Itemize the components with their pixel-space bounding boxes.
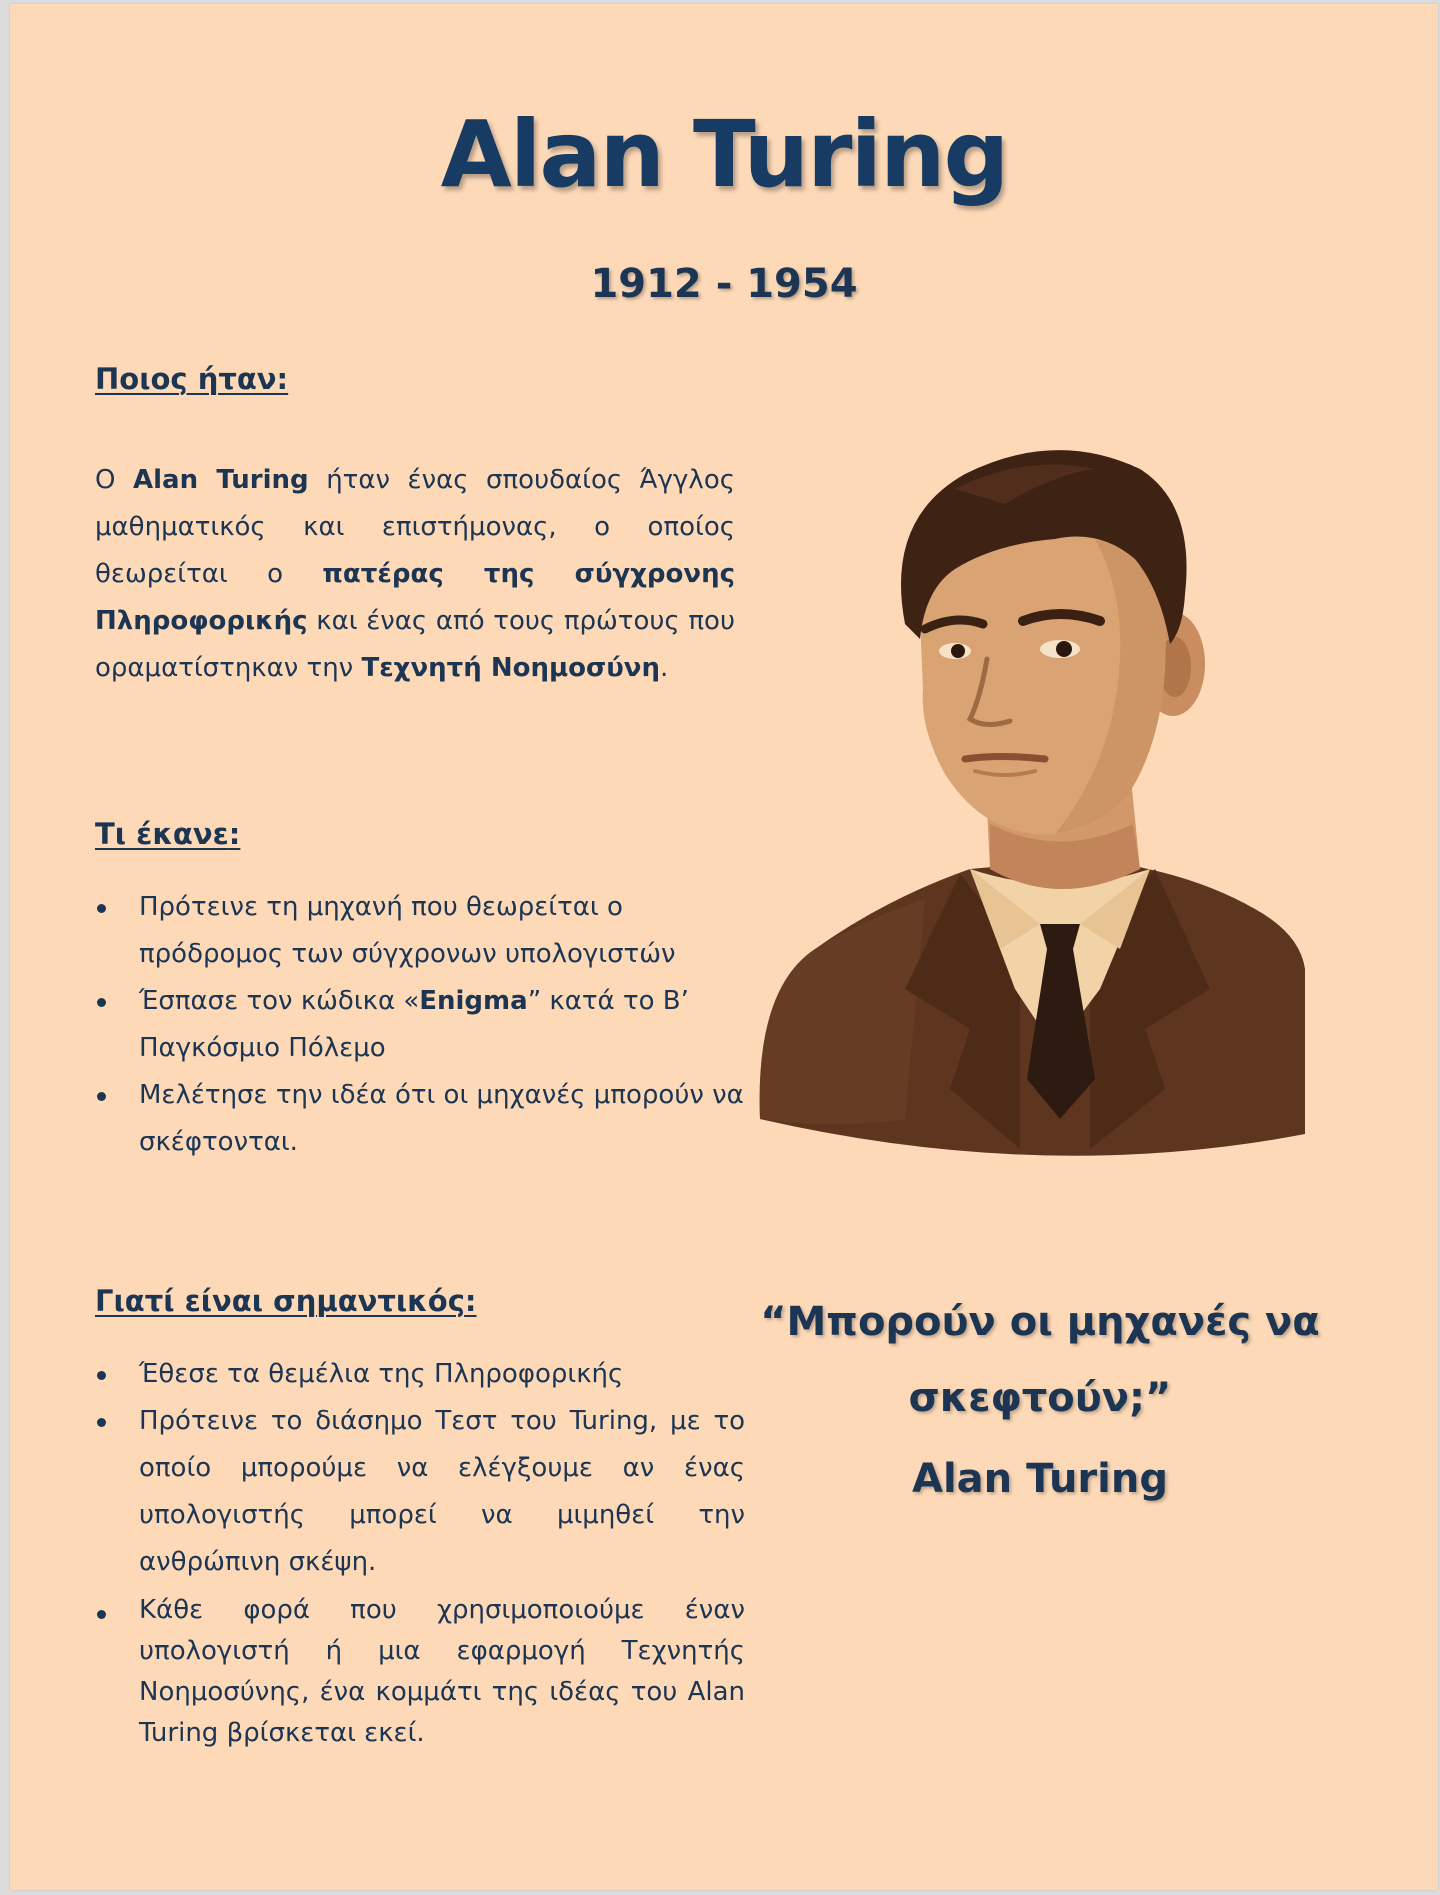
quote-text: “Μπορούν οι μηχανές να σκεφτούν;”: [760, 1299, 1320, 1421]
portrait-illustration: [755, 429, 1315, 1169]
why-heading: Γιατί είναι σημαντικός:: [95, 1284, 477, 1318]
list-item: Κάθε φορά που χρησιμοποιούμε έναν υπολογιστή ή μια εφαρμογή Τεχνητής Νοημοσύνης, ένα κομμάτι της ιδέας του Alan Turing βρίσκεται εκεί.: [95, 1590, 745, 1754]
quote-author: Alan Turing: [912, 1456, 1168, 1502]
list-item: Έθεσε τα θεμέλια της Πληροφορικής: [95, 1351, 745, 1398]
list-item: Μελέτησε την ιδέα ότι οι μηχανές μπορούν να σκέφτονται.: [95, 1072, 745, 1166]
poster-page: [10, 4, 1438, 1890]
bold-enigma: Enigma: [419, 986, 528, 1016]
page-title: Alan Turing: [440, 101, 1008, 208]
bold-father: πατέρας της σύγχρονης Πληροφορικής: [95, 559, 735, 636]
eye-right: [1056, 641, 1072, 657]
why-section: [95, 1281, 745, 1754]
life-dates: 1912 - 1954: [590, 261, 858, 307]
bold-name: Alan Turing: [133, 465, 309, 495]
list-item: Πρότεινε το διάσημο Τεστ του Turing, με το οποίο μπορούμε να ελέγξουμε αν ένας υπολογιστής μπορεί να μιμηθεί την ανθρώπινη σκέψη.: [95, 1398, 745, 1586]
who-paragraph: Ο Alan Turing ήταν ένας σπουδαίος Άγγλος μαθηματικός και επιστήμονας, ο οποίος θεωρείται ο πατέρας της σύγχρονης Πληροφορικής και ένας από τους πρώτους που οραματίστηκαν την Τεχνητή Νοημοσύνη.: [95, 465, 735, 683]
who-section: [95, 359, 735, 692]
bold-ai: Τεχνητή Νοημοσύνη: [361, 653, 660, 683]
did-list: [95, 884, 745, 1166]
list-item: Πρότεινε τη μηχανή που θεωρείται ο πρόδρομος των σύγχρονων υπολογιστών: [95, 884, 745, 978]
did-section: [95, 814, 745, 1166]
mouth: [965, 757, 1045, 760]
eye-left: [951, 644, 965, 658]
did-heading: Τι έκανε:: [95, 817, 241, 851]
who-heading: Ποιος ήταν:: [95, 362, 289, 396]
list-item: Έσπασε τον κώδικα «Enigma” κατά το Β’ Παγκόσμιο Πόλεμο: [95, 978, 745, 1072]
why-list: [95, 1351, 745, 1754]
